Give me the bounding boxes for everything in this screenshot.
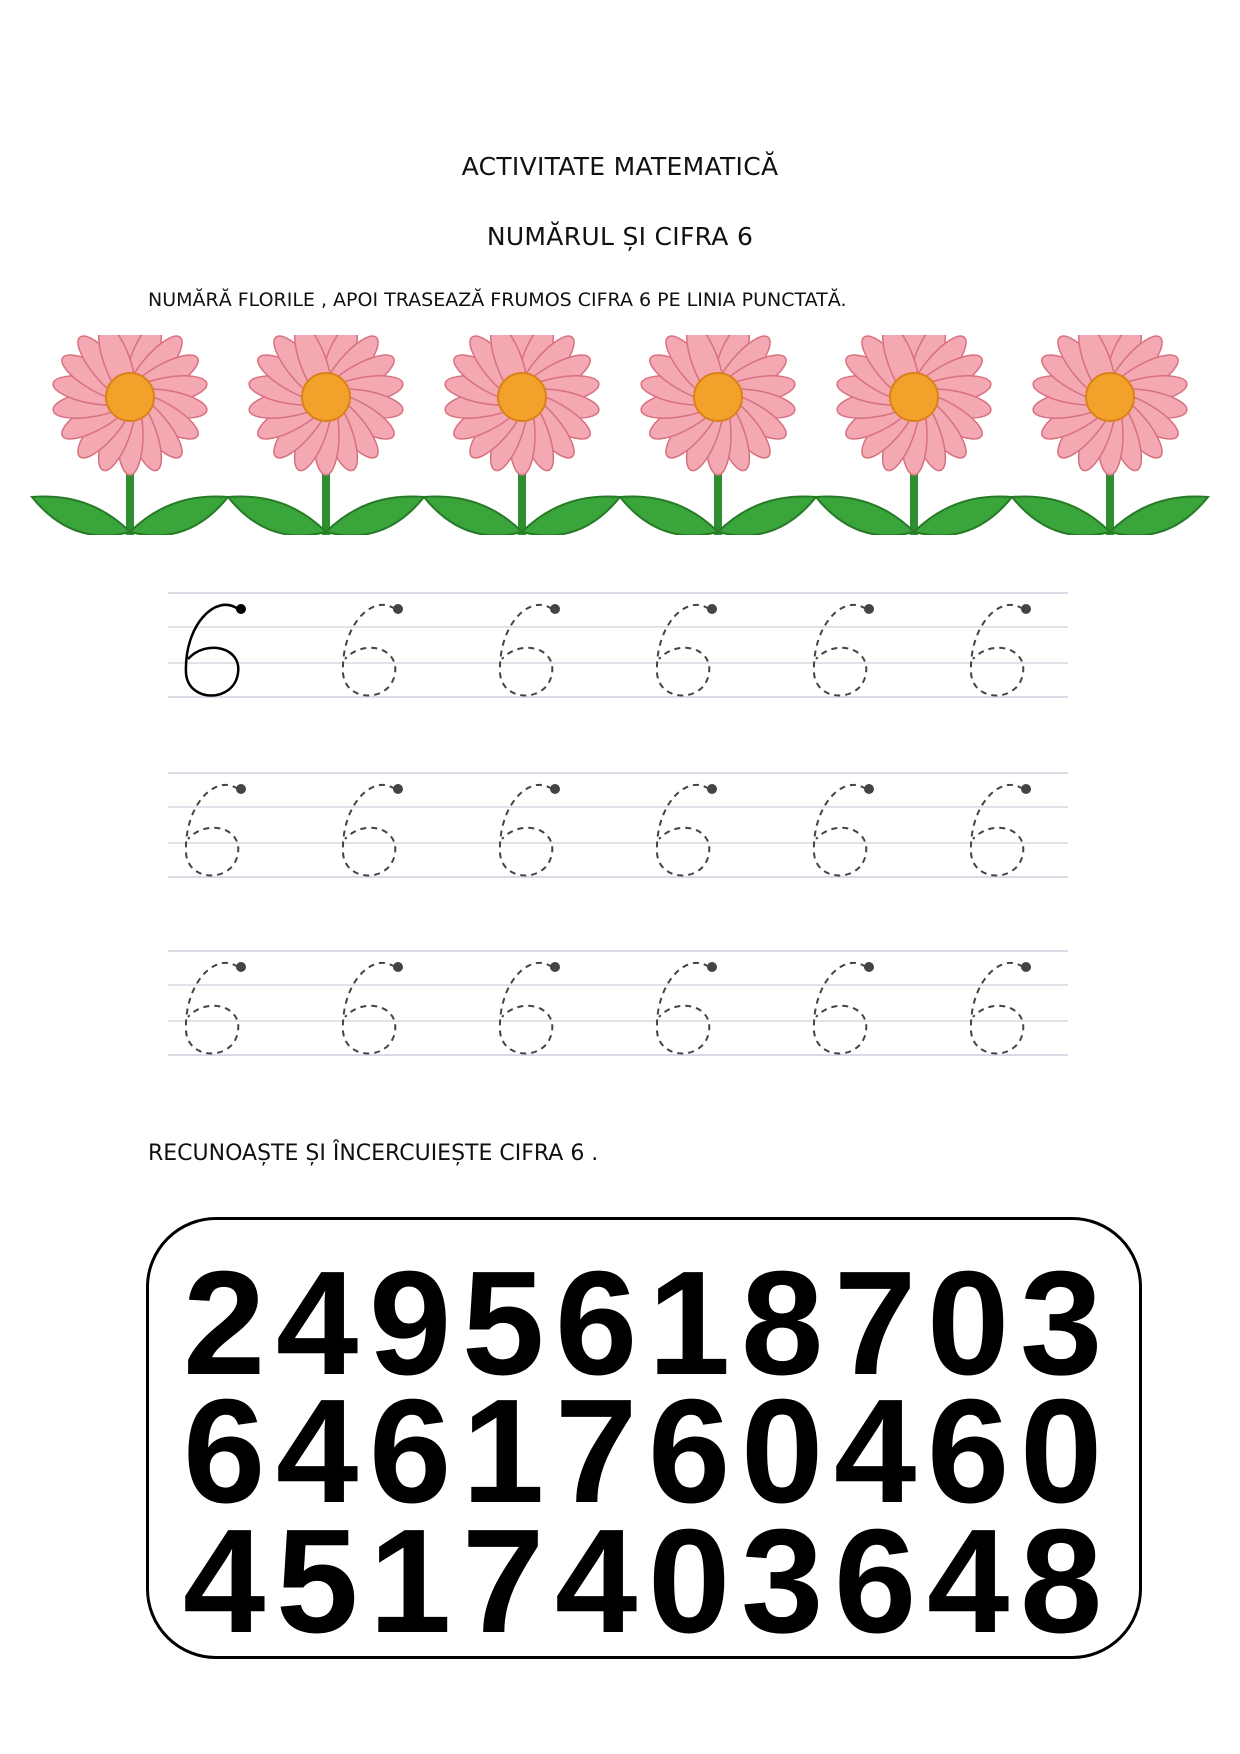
digit-six-dotted[interactable]	[657, 963, 709, 1054]
start-dot	[550, 784, 560, 794]
digit-6[interactable]: 6	[183, 1369, 266, 1534]
digit-row	[149, 1369, 1145, 1534]
start-dot	[864, 604, 874, 614]
digit-six-dotted[interactable]	[657, 605, 709, 696]
digit-4[interactable]: 4	[927, 1499, 1010, 1664]
page-title: ACTIVITATE MATEMATICĂ	[461, 152, 779, 181]
digit-1[interactable]: 1	[648, 1241, 731, 1406]
start-dot	[707, 604, 717, 614]
start-dot	[393, 962, 403, 972]
start-dot	[236, 784, 246, 794]
digit-six-dotted[interactable]	[343, 605, 395, 696]
digit-4[interactable]: 4	[555, 1499, 638, 1664]
digit-3[interactable]: 3	[741, 1499, 824, 1664]
digit-six-dotted[interactable]	[971, 785, 1023, 876]
digit-0[interactable]: 0	[1020, 1369, 1103, 1534]
digit-6[interactable]: 6	[555, 1241, 638, 1406]
digit-7[interactable]: 7	[834, 1241, 917, 1406]
digit-six-dotted[interactable]	[343, 963, 395, 1054]
digit-8[interactable]: 8	[1020, 1499, 1103, 1664]
digit-1[interactable]: 1	[462, 1369, 545, 1534]
digit-2[interactable]: 2	[183, 1241, 266, 1406]
digit-six-dotted[interactable]	[500, 785, 552, 876]
page-subtitle: NUMĂRUL ȘI CIFRA 6	[486, 222, 754, 251]
digit-six-dotted[interactable]	[500, 963, 552, 1054]
start-dot	[707, 962, 717, 972]
digit-4[interactable]: 4	[834, 1369, 917, 1534]
digit-4[interactable]: 4	[276, 1369, 359, 1534]
digit-6[interactable]: 6	[648, 1369, 731, 1534]
digit-six-dotted[interactable]	[186, 963, 238, 1054]
flower-row	[0, 335, 1240, 535]
digit-six-example	[186, 605, 238, 696]
tracing-row-3[interactable]	[168, 943, 1068, 1063]
digit-7[interactable]: 7	[462, 1499, 545, 1664]
tracing-row-2[interactable]	[168, 765, 1068, 885]
tracing-row-1[interactable]	[168, 585, 1068, 705]
start-dot	[707, 784, 717, 794]
digit-grid-box	[146, 1217, 1142, 1664]
instruction-count-flowers: NUMĂRĂ FLORILE , APOI TRASEAZĂ FRUMOS CIFRA 6 PE LINIA PUNCTATĂ.	[148, 289, 847, 311]
digit-six-dotted[interactable]	[500, 605, 552, 696]
start-dot	[236, 962, 246, 972]
start-dot	[393, 604, 403, 614]
flower-icon	[228, 335, 424, 535]
flower-icon	[1012, 335, 1208, 535]
digit-six-dotted[interactable]	[657, 785, 709, 876]
digit-4[interactable]: 4	[276, 1241, 359, 1406]
start-dot	[393, 784, 403, 794]
start-dot	[1021, 962, 1031, 972]
digit-3[interactable]: 3	[1020, 1241, 1103, 1406]
digit-six-dotted[interactable]	[814, 605, 866, 696]
start-dot	[1021, 784, 1031, 794]
digit-6[interactable]: 6	[834, 1499, 917, 1664]
digit-six-dotted[interactable]	[814, 785, 866, 876]
digit-row	[149, 1499, 1145, 1664]
digit-9[interactable]: 9	[369, 1241, 452, 1406]
instruction-find-digit: RECUNOAȘTE ȘI ÎNCERCUIEȘTE CIFRA 6 .	[148, 1141, 599, 1166]
digit-4[interactable]: 4	[183, 1499, 266, 1664]
start-dot	[236, 604, 246, 614]
flower-icon	[424, 335, 620, 535]
digit-6[interactable]: 6	[927, 1369, 1010, 1534]
digit-7[interactable]: 7	[555, 1369, 638, 1534]
digit-8[interactable]: 8	[741, 1241, 824, 1406]
start-dot	[550, 604, 560, 614]
digit-six-dotted[interactable]	[971, 963, 1023, 1054]
digit-six-dotted[interactable]	[971, 605, 1023, 696]
digit-5[interactable]: 5	[462, 1241, 545, 1406]
start-dot	[864, 962, 874, 972]
digit-1[interactable]: 1	[369, 1499, 452, 1664]
digit-six-dotted[interactable]	[186, 785, 238, 876]
digit-0[interactable]: 0	[648, 1499, 731, 1664]
start-dot	[550, 962, 560, 972]
digit-0[interactable]: 0	[741, 1369, 824, 1534]
start-dot	[1021, 604, 1031, 614]
digit-0[interactable]: 0	[927, 1241, 1010, 1406]
digit-six-dotted[interactable]	[814, 963, 866, 1054]
flower-icon	[32, 335, 228, 535]
start-dot	[864, 784, 874, 794]
digit-row	[149, 1241, 1145, 1406]
flower-icon	[816, 335, 1012, 535]
digit-6[interactable]: 6	[369, 1369, 452, 1534]
digit-six-dotted[interactable]	[343, 785, 395, 876]
digit-5[interactable]: 5	[276, 1499, 359, 1664]
flower-icon	[620, 335, 816, 535]
